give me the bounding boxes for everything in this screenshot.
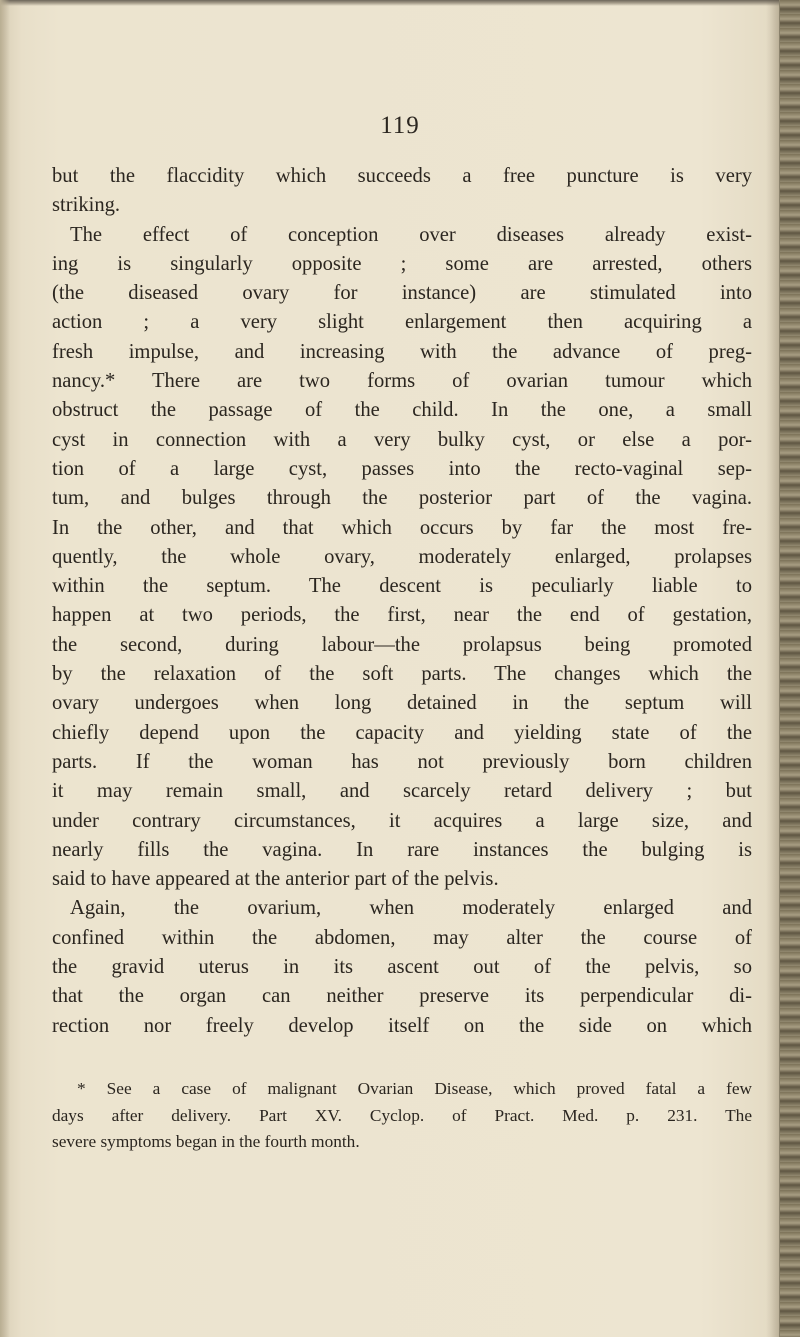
- text-line: The effect of conception over diseases already exist-: [70, 223, 752, 246]
- text-line: nancy.* There are two forms of ovarian tumour which: [52, 370, 752, 393]
- footnote-line: days after delivery. Part XV. Cyclop. of Pract. Med. p. 231. The: [52, 1105, 752, 1125]
- text-line: that the organ can neither preserve its perpendicular di-: [52, 985, 752, 1008]
- text-line: fresh impulse, and increasing with the advance of preg-: [52, 340, 752, 363]
- text-line: ovary undergoes when long detained in the septum will: [52, 692, 752, 715]
- text-line: nearly fills the vagina. In rare instances the bulging is: [52, 838, 752, 861]
- footnote-line: * See a case of malignant Ovarian Disease, which proved fatal a few: [77, 1079, 752, 1098]
- text-line: tum, and bulges through the posterior part of the vagina.: [52, 487, 752, 510]
- footnote-line: severe symptoms began in the fourth month.: [52, 1132, 360, 1151]
- book-binding: [779, 0, 800, 1337]
- text-line: under contrary circumstances, it acquires a large size, and: [52, 809, 752, 832]
- text-line: cyst in connection with a very bulky cyst, or else a por-: [52, 428, 752, 451]
- text-line: the second, during labour—the prolapsus being promoted: [52, 633, 752, 656]
- body-text: [52, 162, 752, 1041]
- text-line: said to have appeared at the anterior part of the pelvis.: [52, 868, 499, 891]
- text-line: (the diseased ovary for instance) are stimulated into: [52, 282, 752, 305]
- text-line: within the septum. The descent is peculiarly liable to: [52, 575, 752, 598]
- text-line: tion of a large cyst, passes into the recto-vaginal sep-: [52, 457, 752, 480]
- text-line: parts. If the woman has not previously born children: [52, 750, 752, 773]
- text-line: Again, the ovarium, when moderately enlarged and: [70, 897, 752, 920]
- binding-shadow: [766, 0, 780, 1337]
- page-top-edge: [0, 0, 800, 6]
- text-line: happen at two periods, the first, near the end of gestation,: [52, 604, 752, 627]
- text-line: it may remain small, and scarcely retard delivery ; but: [52, 780, 752, 803]
- footnote: [52, 1076, 752, 1156]
- text-line: In the other, and that which occurs by far the most fre-: [52, 516, 752, 539]
- text-line: the gravid uterus in its ascent out of the pelvis, so: [52, 956, 752, 979]
- text-line: by the relaxation of the soft parts. The changes which the: [52, 663, 752, 686]
- text-line: ing is singularly opposite ; some are arrested, others: [52, 252, 752, 275]
- text-line: confined within the abdomen, may alter the course of: [52, 926, 752, 949]
- text-line: but the flaccidity which succeeds a free puncture is very: [52, 165, 752, 187]
- text-line: chiefly depend upon the capacity and yielding state of the: [52, 721, 752, 744]
- page-number: 119: [380, 112, 420, 139]
- text-line: obstruct the passage of the child. In the one, a small: [52, 399, 752, 422]
- page-left-edge: [0, 0, 10, 1337]
- text-line: action ; a very slight enlargement then acquiring a: [52, 311, 752, 334]
- text-line: rection nor freely develop itself on the side on which: [52, 1014, 752, 1037]
- text-line: quently, the whole ovary, moderately enlarged, prolapses: [52, 545, 752, 568]
- text-line: striking.: [52, 194, 121, 217]
